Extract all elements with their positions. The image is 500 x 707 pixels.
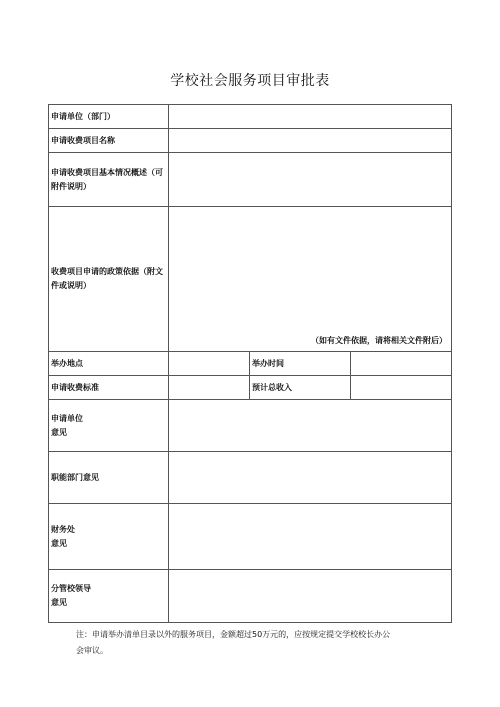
approval-form-table <box>48 104 452 623</box>
label-project-name: 申请收费项目名称 <box>49 129 169 153</box>
footnote-line1: 注：申请举办清单目录以外的服务项目，金额超过50万元的，应按规定提交学校校长办公 <box>76 630 391 639</box>
field-project-overview[interactable] <box>169 153 452 207</box>
row-applicant-unit <box>49 105 452 129</box>
policy-note: （如有文件依据，请将相关文件附后） <box>311 336 448 346</box>
label-venue: 举办地点 <box>49 352 169 376</box>
label-leader-opinion <box>49 570 169 623</box>
label-policy-basis-line1: 收费项目申请的政策依据（附文 <box>51 267 163 277</box>
field-project-name[interactable] <box>169 129 452 153</box>
field-policy-basis[interactable] <box>169 207 452 352</box>
row-leader-opinion <box>49 570 452 623</box>
label-finance-opinion <box>49 504 169 570</box>
label-policy-basis-line2: 件或说明） <box>51 281 91 290</box>
label-project-overview-line1: 申请收费项目基本情况概述（可 <box>51 167 163 177</box>
row-fee-income <box>49 376 452 400</box>
label-project-overview <box>49 153 169 207</box>
field-leader-opinion[interactable] <box>169 570 452 623</box>
label-time: 举办时间 <box>250 352 351 376</box>
label-finance-opinion-line2: 意见 <box>51 538 67 548</box>
page-title: 学校社会服务项目审批表 <box>170 73 330 89</box>
row-policy-basis <box>49 207 452 352</box>
field-applicant-opinion[interactable] <box>169 400 452 452</box>
row-project-overview <box>49 153 452 207</box>
field-applicant-unit[interactable] <box>169 105 452 129</box>
footnote <box>76 627 436 659</box>
label-policy-basis <box>49 207 169 352</box>
row-functional-dept-opinion <box>49 452 452 504</box>
footnote-line2: 会审议。 <box>76 646 108 655</box>
row-project-name <box>49 129 452 153</box>
label-leader-opinion-line1: 分管校领导 <box>51 584 91 594</box>
field-finance-opinion[interactable] <box>169 504 452 570</box>
field-time[interactable] <box>351 352 452 376</box>
field-functional-dept-opinion[interactable] <box>169 452 452 504</box>
label-applicant-opinion-line1: 申请单位 <box>51 413 83 423</box>
label-estimated-income: 预计总收入 <box>250 376 351 400</box>
label-applicant-unit: 申请单位（部门） <box>49 105 169 129</box>
label-functional-dept-opinion: 职能部门意见 <box>49 452 169 504</box>
label-fee-standard: 申请收费标准 <box>49 376 169 400</box>
label-applicant-opinion <box>49 400 169 452</box>
row-finance-opinion <box>49 504 452 570</box>
field-venue[interactable] <box>169 352 250 376</box>
label-applicant-opinion-line2: 意见 <box>51 427 67 437</box>
label-leader-opinion-line2: 意见 <box>51 598 67 607</box>
label-finance-opinion-line1: 财务处 <box>51 524 75 534</box>
label-project-overview-line2: 附件说明） <box>51 181 91 191</box>
field-estimated-income[interactable] <box>351 376 452 400</box>
row-venue-time <box>49 352 452 376</box>
field-fee-standard[interactable] <box>169 376 250 400</box>
row-applicant-opinion <box>49 400 452 452</box>
